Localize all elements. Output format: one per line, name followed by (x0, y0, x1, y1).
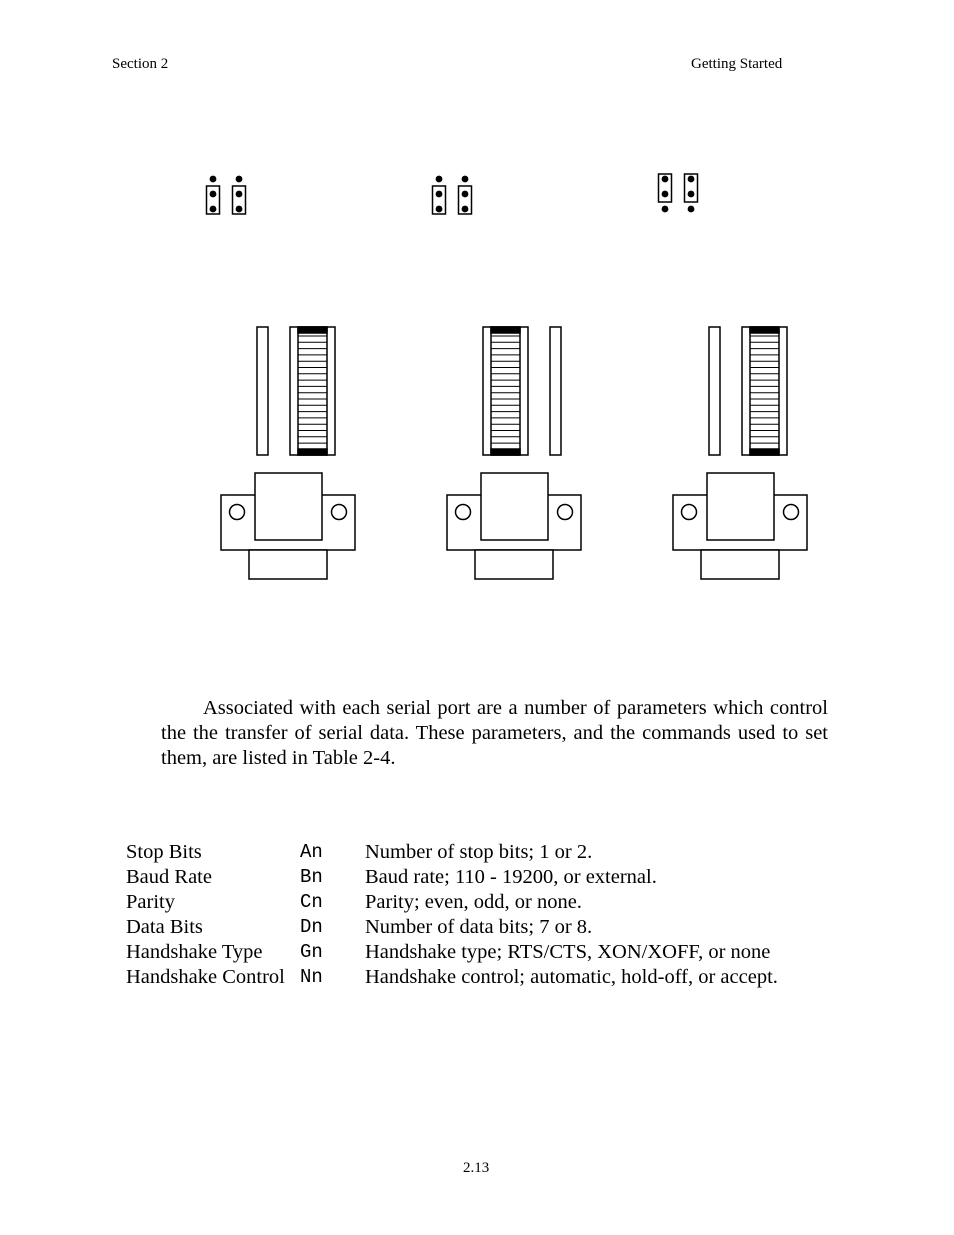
pin-header-cap-top (298, 327, 327, 333)
jumper-pin (236, 191, 243, 198)
jumper-block-2 (433, 176, 472, 214)
mounting-hole (230, 505, 245, 520)
parameter-description: Handshake control; automatic, hold-off, or accept. (365, 966, 778, 988)
mounting-hole (558, 505, 573, 520)
mounting-hole (682, 505, 697, 520)
parameter-command: Bn (300, 866, 323, 888)
jumper-pin (210, 206, 217, 213)
connector-shell (249, 550, 327, 579)
jumper-pin (662, 191, 669, 198)
jumper-pin (688, 176, 695, 183)
connector-body (707, 473, 774, 540)
jumper-pin (462, 191, 469, 198)
mounting-hole (784, 505, 799, 520)
mounting-hole (456, 505, 471, 520)
parameter-command: Cn (300, 891, 323, 913)
pin-header-inner (750, 327, 779, 455)
jumper-pin (688, 191, 695, 198)
parameter-command: Nn (300, 966, 323, 988)
body-paragraph-text: Associated with each serial port are a number of parameters which control the the transfer of serial data. These parameters, and the commands used to set them, are listed in Table 2-4. (161, 697, 828, 769)
jumper-pin (688, 206, 695, 213)
connector-shell (475, 550, 553, 579)
parameter-description: Number of data bits; 7 or 8. (365, 916, 593, 938)
jumper-pin (210, 176, 217, 183)
parameter-name: Stop Bits (126, 841, 202, 863)
parameter-description: Number of stop bits; 1 or 2. (365, 841, 593, 863)
header-chapter-title: Getting Started (691, 56, 783, 72)
mounting-hole (332, 505, 347, 520)
pin-header-cap-bottom (298, 449, 327, 455)
jumper-block-3 (659, 174, 698, 212)
connector-shell (701, 550, 779, 579)
connector-assembly (221, 327, 355, 579)
parameter-description: Parity; even, odd, or none. (365, 891, 582, 913)
pin-header-inner (298, 327, 327, 455)
jumper-pin (436, 176, 443, 183)
parameter-name: Parity (126, 891, 175, 913)
connector-assembly (447, 327, 581, 579)
parameter-name: Handshake Control (126, 966, 285, 988)
jumper-pin (662, 206, 669, 213)
connector-body (255, 473, 322, 540)
parameter-description: Handshake type; RTS/CTS, XON/XOFF, or none (365, 941, 771, 963)
jumper-pin (462, 206, 469, 213)
pin-header-cap-top (750, 327, 779, 333)
board-strip (709, 327, 720, 455)
header-section-label: Section 2 (112, 56, 169, 72)
pin-header-cap-bottom (750, 449, 779, 455)
parameter-command: Dn (300, 916, 323, 938)
parameter-name: Handshake Type (126, 941, 263, 963)
jumper-pin (436, 206, 443, 213)
pin-header-inner (491, 327, 520, 455)
body-paragraph (161, 696, 828, 771)
pin-header-cap-bottom (491, 449, 520, 455)
board-strip (550, 327, 561, 455)
board-strip (257, 327, 268, 455)
parameter-command: Gn (300, 941, 323, 963)
parameter-description: Baud rate; 110 - 19200, or external. (365, 866, 657, 888)
jumper-pin (236, 176, 243, 183)
jumper-block-1 (207, 176, 246, 214)
jumper-pin (210, 191, 217, 198)
connector-body (481, 473, 548, 540)
parameter-name: Data Bits (126, 916, 203, 938)
parameter-command: An (300, 841, 323, 863)
jumper-pin (236, 206, 243, 213)
parameter-name: Baud Rate (126, 866, 212, 888)
page-number: 2.13 (463, 1160, 490, 1176)
jumper-pin (662, 176, 669, 183)
jumper-pin (436, 191, 443, 198)
jumper-pin (462, 176, 469, 183)
connector-assembly (673, 327, 807, 579)
pin-header-cap-top (491, 327, 520, 333)
